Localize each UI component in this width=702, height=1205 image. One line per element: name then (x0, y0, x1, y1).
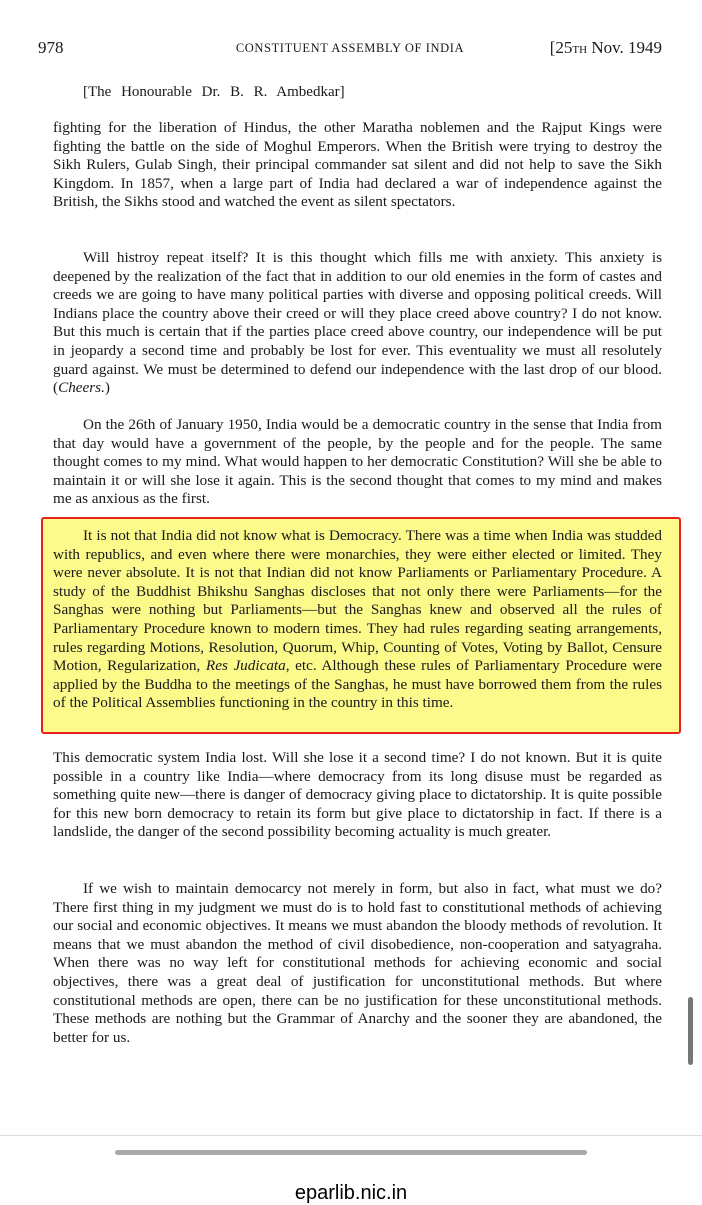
paragraph-1-block (53, 119, 662, 212)
source-url[interactable]: eparlib.nic.in (294, 1182, 408, 1204)
paragraph-4-text: It is not that India did not know what is Democracy. There was a time when India was studded with republics, and even where there were monarchies, they were either elected or limited. They were never absolute. It is not that Indian did not know Parliaments or Parliamentary Procedure. A study of the Buddhist Bhikshu Sanghas discloses that not only there were Parliaments—for the Sanghas were nothing but Parliaments—but the Sanghas knew and observed all the rules of Parliamentary Procedure known to modern times. They had rules regarding seating arrangements, rules regarding Motions, Resolution, Quorum, Whip, Counting of Votes, Voting by Ballot, Censure Motion, Regularization, (53, 527, 662, 675)
paragraph-5-block (53, 749, 662, 842)
date-suffix: TH (572, 44, 588, 56)
page-number: 978 (38, 38, 64, 57)
cheers-italic: Cheers. (58, 379, 105, 397)
scrollbar-thumb[interactable] (688, 997, 693, 1065)
speaker-label: [The Honourable Dr. B. R. Ambedkar] (83, 84, 345, 100)
paragraph-2-end: ) (104, 379, 110, 397)
date-prefix: [25 (549, 38, 573, 57)
paragraph-2-block (53, 249, 662, 398)
paragraph-5: This democratic system India lost. Will she lose it a second time? I do not known. But it is quite possible in a country like India—where democracy from its long disuse must be regarded as something quite new—there is danger of democracy giving place to dictatorship. It is quite possible for this new born democracy to retain its form but give place to dictatorship in fact. If there is a landslide, the danger of the second possibility becoming actuality is much greater. (53, 749, 662, 841)
page-header (38, 38, 662, 64)
paragraph-6-block (53, 880, 662, 1047)
paragraph-4 (53, 527, 662, 713)
home-indicator-bar[interactable] (115, 1150, 587, 1155)
paragraph-2 (53, 249, 662, 398)
paragraph-4-end: , etc. Although these rules of Parliamentary Procedure were applied by the Buddha to the meetings of the Sanghas, he must have borrowed them from the rules of the Political Assemblies functioning in the country in this time. (53, 657, 662, 712)
paragraph-2-text: Will histroy repeat itself? It is this thought which fills me with anxiety. This anxiety is deepened by the realization of the fact that in addition to our old enemies in the form of castes and creeds we are going to have many political parties with diverse and opposing political creeds. Will Indians place the country above their creed or will they place creed above country? I do not know. But this much is certain that if the parties place creed above country, our independence will be put in jeopardy a second time and probably be lost for ever. This eventuality we must all resolutely guard against. We must be determined to defend our independence with the last drop of our blood. ( (53, 249, 662, 397)
running-title: CONSTITUENT ASSEMBLY OF INDIA (235, 41, 465, 55)
footer-divider (0, 1135, 702, 1136)
paragraph-4-block (53, 527, 662, 713)
date-rest: Nov. 1949 (587, 38, 662, 57)
header-date (550, 38, 662, 58)
paragraph-1: fighting for the liberation of Hindus, the other Maratha noblemen and the Rajput Kings were fighting the battle on the side of Moghul Emperors. When the British were trying to destroy the Sikh Rulers, Gulab Singh, their principal commander sat silent and did not help to save the Sikh Kingdom. In 1857, when a large part of India had declared a war of independence against the British, the Sikhs stood and watched the event as silent spectators. (53, 119, 662, 211)
paragraph-3: On the 26th of January 1950, India would be a democratic country in the sense that India from that day would have a government of the people, by the people and for the people. The same thought comes to my mind. What would happen to her democratic Constitution? Will she be able to maintain it or will she lose it again. This is the second thought that comes to my mind and makes me as anxious as the first. (53, 416, 662, 508)
paragraph-6: If we wish to maintain democarcy not merely in form, but also in fact, what must we do? There first thing in my judgment we must do is to hold fast to constitutional methods of achieving our social and economic objectives. It means we must abandon the bloody methods of revolution. It means that we must abandon the method of civil disobedience, non-cooperation and satyagraha. When there was no way left for constitutional methods for achieving economic and social objectives, there was a great deal of justification for unconstitutional methods. But where constitutional methods are open, there can be no justification for these unconstitutional methods. These methods are nothing but the Grammar of Anarchy and the sooner they are abandoned, the better for us. (53, 880, 662, 1046)
res-judicata-italic: Res Judicata (205, 657, 286, 675)
paragraph-3-block (53, 416, 662, 509)
